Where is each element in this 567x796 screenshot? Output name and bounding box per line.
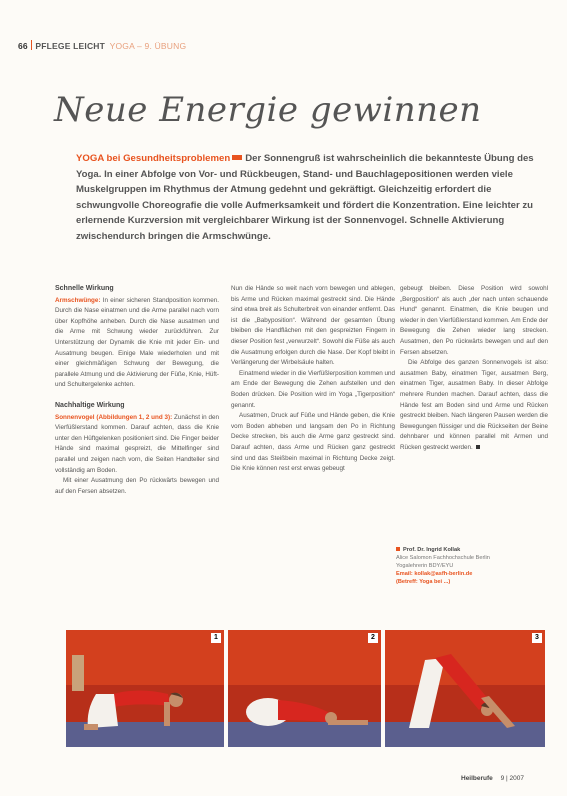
author-role-1: Alice Salomon Fachhochschule Berlin	[396, 555, 490, 561]
issue-number: 9 | 2007	[500, 775, 524, 782]
photo-tiger-position	[66, 630, 224, 747]
header-section: PFLEGE LEICHT	[35, 41, 106, 51]
col2-paragraph-2: Einatmend wieder in die Vierfüßlerposition kommen und am Ende der Bewegung die Zehen aufstellen und den Boden drücken. Die Position wird im Yoga „Tigerposition“ genannt.	[231, 369, 395, 409]
article-lead	[76, 151, 542, 244]
section-heading-2: Nachhaltige Wirkung	[55, 401, 125, 409]
photo-1-image	[66, 630, 224, 747]
photo-number-3: 3	[532, 633, 542, 643]
end-mark-icon	[476, 445, 480, 449]
lead-dash	[232, 155, 242, 160]
section-2-text: Zunächst in den Vierfüßlerstand kommen. Darauf achten, dass die Knie unter den Hüftgelenken positioniert sind. Die Finger beider Hände sind maximal gespreizt, die Mittelfinger sind parallel und zeigen nach vorn, die Seiten Handteller sind vollständig am Boden.	[55, 413, 220, 474]
col3-paragraph-2	[400, 358, 548, 453]
photo-baby-position	[228, 630, 381, 747]
photo-number-1: 1	[211, 633, 221, 643]
section-1-term: Armschwünge:	[55, 296, 101, 304]
col2-paragraph-3: Ausatmen, Druck auf Füße und Hände geben, die Knie vom Boden abheben und langsam den Po in Richtung Decke strecken, bis auch die Arme ganz gestreckt sind. Darauf achten, dass Arme und Rücken ganz gestreckt sind und das Steißbein maximal in Richtung Decke zeigt. Die Knie können rest erst erwas gebeugt	[231, 412, 395, 473]
photo-number-2: 2	[368, 633, 378, 643]
photo-mountain-position	[385, 630, 545, 747]
article-column-2	[231, 284, 395, 475]
section-2-text-2: Mit einer Ausatmung den Po rückwärts bewegen und auf den Fersen absetzen.	[55, 477, 219, 495]
article-column-3	[400, 284, 548, 454]
col3-paragraph-1: gebeugt bleiben. Diese Position wird sowohl „Bergposition“ als auch „der nach unten schauende Hund“ genannt. Einatmen, die Knie beugen und wieder in den Vierfüßlerstand kommen. Am Ende der Bewegung die Zehen wieder lang strecken. Ausatmen, den Po rückwärts bewegen und auf den Fersen absetzen.	[400, 285, 548, 356]
section-1-text: In einer sicheren Standposition kommen. Durch die Nase einatmen und die Arme parallel nach vorn über Kopfhöhe anheben. Durch die Nase ausatmen und die Arme mit Schwung wieder zurückführen. Zur Unterstützung der Dynamik die Knie mit jeder Ein- und Ausatmung beugen. Einige Male wiederholen und mit einer gleichmäßigen Schwung der Bewegung, die parallele Atmung und die Aktivierung der Füße, Knie, Hüft- und Schultergelenke achten.	[55, 296, 219, 389]
page-number: 66	[18, 41, 28, 51]
running-header	[18, 40, 186, 51]
section-2-term: Sonnenvogel (Abbildungen 1, 2 und 3):	[55, 413, 173, 421]
lead-text: Der Sonnengruß ist wahrscheinlich die bekannteste Übung des Yoga. In einer Abfolge von Vor- und Rückbeugen, Stand- und Bauchlagepositionen werden viele Muskelgruppen im Rhythmus der Atmung gedehnt und gekräftigt. Gleichzeitig erfordert die schwungvolle Choreografie die volle Aufmerksamkeit und fördert die Konzentration. Eine leichter zu erlernende Kurzversion mit vergleichbarer Wirkung ist der Sonnenvogel. Schnelle Aktivierung zwischendurch bringen die Armschwünge.	[76, 153, 534, 242]
author-bullet-icon	[396, 547, 400, 551]
photo-3-image	[385, 630, 545, 747]
author-email-subject: (Betreff: Yoga bei ...)	[396, 579, 451, 585]
header-divider	[31, 40, 33, 50]
article-title: Neue Energie gewinnen	[54, 90, 482, 130]
author-role-2: Yogalehrerin BDY/EYU	[396, 563, 454, 569]
author-name: Prof. Dr. Ingrid Kollak	[403, 547, 461, 553]
section-2-body	[55, 413, 219, 477]
lead-keyword: YOGA bei Gesundheitsproblemen	[76, 153, 231, 164]
page-footer	[461, 775, 524, 782]
photo-2-image	[228, 630, 381, 747]
author-email[interactable]: Email: kollak@asfh-berlin.de	[396, 571, 473, 577]
article-column-1	[55, 284, 219, 497]
section-heading-1: Schnelle Wirkung	[55, 285, 114, 292]
section-1-body	[55, 296, 219, 391]
author-box	[396, 546, 490, 586]
header-subsection: YOGA – 9. ÜBUNG	[109, 41, 187, 51]
magazine-name: Heilberufe	[461, 775, 493, 782]
col2-paragraph-1: Nun die Hände so weit nach vorn bewegen und ablegen, bis Arme und Rücken maximal gestreckt sind. Die Hände sind etwa breit als Schulterbreit von einander entfernt. Das ist die „Babyposition“. Während der gesamten Übung bleiben die Handflächen mit den gespreizten Fingern in dieser Position fest „verwurzelt“. Sowohl die Füße als auch die Ausatmung erfolgen durch die Nase. Der Kopf bleibt in Verlängerung der Wirbelsäule halten.	[231, 285, 395, 367]
col3-paragraph-2-text: Die Abfolge des ganzen Sonnenvogels ist also: ausatmen Baby, einatmen Tiger, ausatmen Berg, einatmen Tiger, ausatmen Baby. In dieser Abfolge mehrere Runden machen. Darauf achten, dass die Hände fest am Boden sind und Arme und Rücken gestreckt bleiben. Nach längeren Pausen werden die Bewegungen flüssiger und die Rückseiten der Beine dehnbarer und können parallel mit Armen und Rücken gestreckt werden.	[400, 359, 548, 451]
